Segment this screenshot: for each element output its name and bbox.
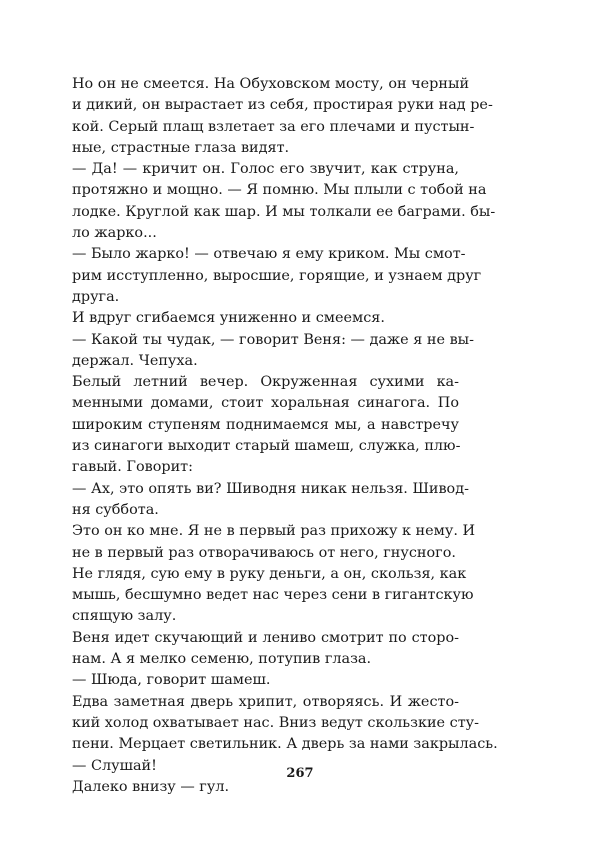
text-line: Далеко внизу — гул. <box>72 778 230 795</box>
text-line: ня суббота. <box>72 501 159 518</box>
paragraph <box>72 479 469 522</box>
paragraph <box>72 372 459 478</box>
text-line: мышь, бесшумно ведет нас через сени в гигантскую <box>72 587 474 604</box>
text-line: менными домами, стоит хоральная синагога. По <box>72 395 459 412</box>
text-line: держал. Чепуха. <box>72 352 198 369</box>
paragraph <box>72 628 459 671</box>
text-line: Веня идет скучающий и лениво смотрит по сторо- <box>72 629 459 646</box>
text-line: ло жарко... <box>72 225 157 242</box>
text-line: И вдруг сгибаемся униженно и смеемся. <box>72 310 385 327</box>
text-line: не в первый раз отворачиваюсь от него, гнусного. <box>72 544 456 561</box>
text-line: ные, страстные глаза видят. <box>72 139 290 156</box>
paragraph <box>72 74 493 159</box>
body-text <box>72 74 498 798</box>
text-line: — Ах, это опять ви? Шиводня никак нельзя. Шивод- <box>72 480 469 497</box>
text-line: кой. Серый плащ взлетает за его плечами и пустын- <box>72 118 475 135</box>
text-line: и дикий, он вырастает из себя, простирая руки над ре- <box>72 97 493 114</box>
text-line: лодке. Круглой как шар. И мы толкали ее баграми. бы- <box>72 203 496 220</box>
paragraph <box>72 521 476 564</box>
text-line: спящую залу. <box>72 608 177 625</box>
text-line: протяжно и мощно. — Я помню. Мы плыли с тобой на <box>72 182 487 199</box>
text-line: пени. Мерцает светильник. А дверь за нами закрылась. <box>72 736 498 753</box>
paragraph <box>72 308 459 329</box>
text-line: — Было жарко! — отвечаю я ему криком. Мы смот- <box>72 246 466 263</box>
paragraph <box>72 564 474 628</box>
text-line: гавый. Говорит: <box>72 459 193 476</box>
text-line: — Да! — кричит он. Голос его звучит, как струна, <box>72 161 459 178</box>
text-line: Это он ко мне. Я не в первый раз прихожу к нему. И <box>72 523 476 540</box>
text-line: из синагоги выходит старый шамеш, служка, плю- <box>72 438 461 455</box>
paragraph <box>72 330 475 373</box>
text-line: — Слушай! <box>72 757 157 774</box>
paragraph <box>72 159 496 244</box>
text-line: Не глядя, сую ему в руку деньги, а он, скользя, как <box>72 565 467 582</box>
paragraph <box>72 244 482 308</box>
text-line: друга. <box>72 288 120 305</box>
paragraph <box>72 670 459 691</box>
text-line: кий холод охватывает нас. Вниз ведут скользкие сту- <box>72 714 479 731</box>
text-line: — Какой ты чудак, — говорит Веня: — даже я не вы- <box>72 331 475 348</box>
text-line: — Шюда, говорит шамеш. <box>72 672 271 689</box>
text-line: нам. А я мелко семеню, потупив глаза. <box>72 651 372 668</box>
paragraph <box>72 692 498 756</box>
text-line: Белый летний вечер. Окруженная сухими ка- <box>72 374 459 391</box>
text-line: широким ступеням поднимаемся мы, а навстречу <box>72 416 459 433</box>
text-line: Но он не смеется. На Обуховском мосту, он черный <box>72 76 470 92</box>
text-line: Едва заметная дверь хрипит, отворяясь. И жесто- <box>72 693 459 710</box>
page-number: 267 <box>286 766 314 781</box>
text-line: рим исступленно, выросшие, горящие, и узнаем друг <box>72 267 482 284</box>
